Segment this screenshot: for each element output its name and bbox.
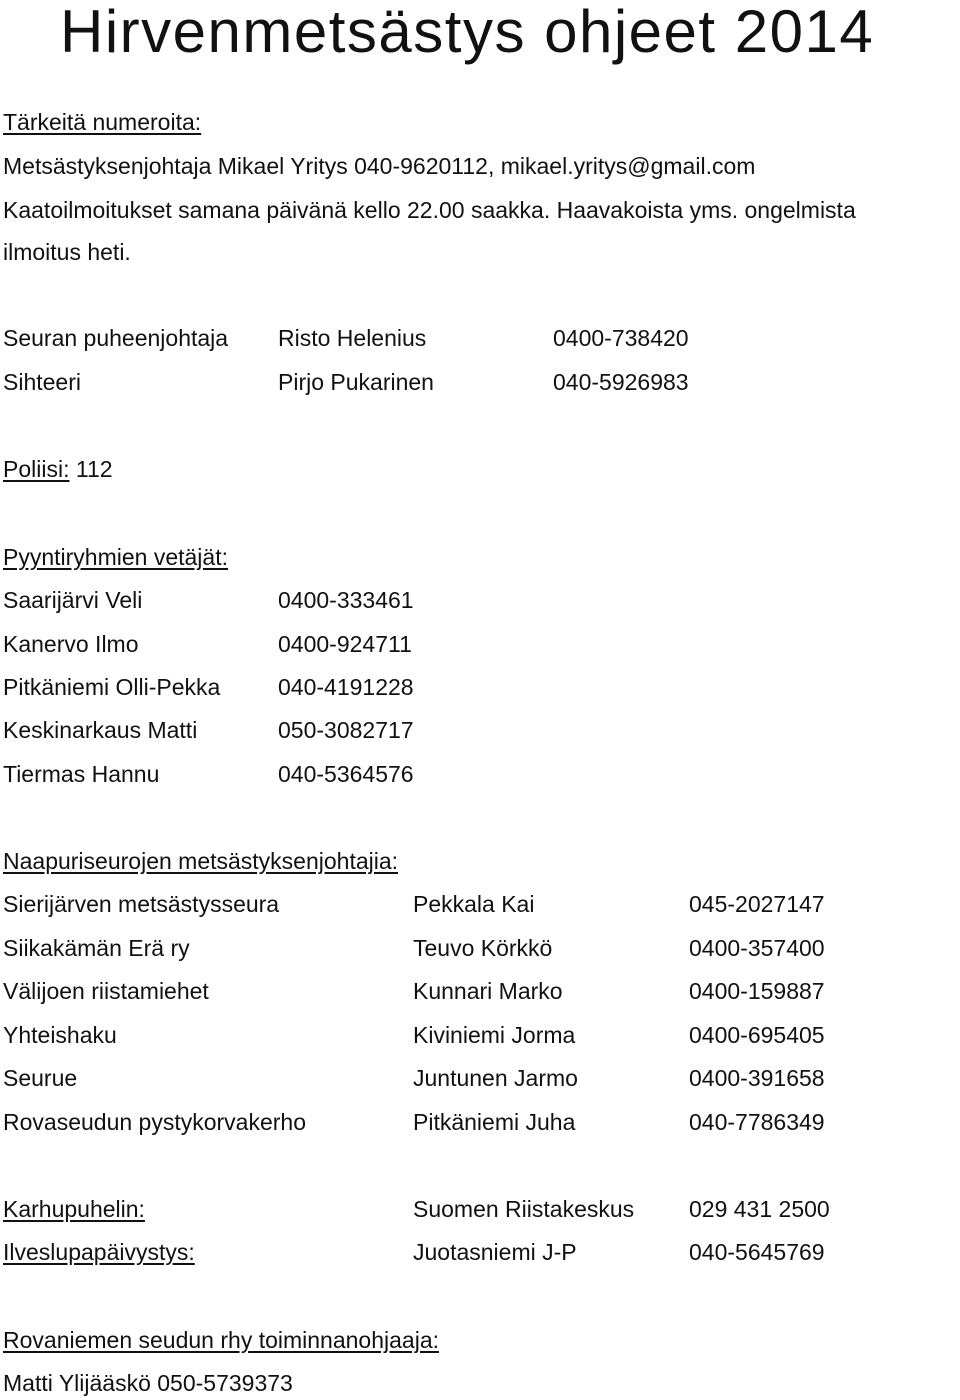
group-leader-row xyxy=(3,630,412,658)
bear-phone-number: 029 431 2500 xyxy=(689,1196,830,1222)
leader-name: Saarijärvi Veli xyxy=(3,587,143,613)
neighbor-leader: Pitkäniemi Juha xyxy=(413,1109,576,1135)
leader-name: Kanervo Ilmo xyxy=(3,631,139,657)
bear-phone-label: Karhupuhelin: xyxy=(3,1196,145,1222)
neighbor-phone: 045-2027147 xyxy=(689,891,825,917)
official-row xyxy=(3,324,689,352)
leader-name: Tiermas Hannu xyxy=(3,761,160,787)
group-leader-row xyxy=(3,760,414,788)
lynx-permit-name: Juotasniemi J-P xyxy=(413,1239,577,1265)
lynx-permit-label: Ilveslupapäivystys: xyxy=(3,1239,195,1265)
page-title: Hirvenmetsästys ohjeet 2014 xyxy=(60,0,875,65)
lynx-permit-phone: 040-5645769 xyxy=(689,1239,825,1265)
neighbor-club: Rovaseudun pystykorvakerho xyxy=(3,1109,306,1135)
neighbor-leader: Kiviniemi Jorma xyxy=(413,1022,576,1048)
neighbor-phone: 0400-391658 xyxy=(689,1065,825,1091)
official-role: Sihteeri xyxy=(3,369,81,395)
neighbor-club: Seurue xyxy=(3,1065,78,1091)
neighbor-row xyxy=(3,1064,825,1092)
group-leader-row xyxy=(3,673,414,701)
neighbor-row xyxy=(3,1108,825,1136)
neighbor-phone: 0400-159887 xyxy=(689,978,825,1004)
lynx-permit-row xyxy=(3,1238,825,1266)
official-name: Risto Helenius xyxy=(278,325,427,351)
official-row xyxy=(3,368,689,396)
police-number: 112 xyxy=(75,456,113,482)
group-leader-row xyxy=(3,716,414,744)
leader-phone: 040-4191228 xyxy=(278,674,414,700)
official-phone: 0400-738420 xyxy=(553,325,689,351)
police-label: Poliisi: xyxy=(3,456,70,482)
important-heading: Tärkeitä numeroita: xyxy=(3,109,202,135)
official-role: Seuran puheenjohtaja xyxy=(3,325,229,351)
important-line-3: ilmoitus heti. xyxy=(3,239,131,265)
important-line-1: Metsästyksenjohtaja Mikael Yritys 040-9620112, mikael.yritys@gmail.com xyxy=(3,153,756,179)
neighbor-row xyxy=(3,1021,825,1049)
neighbor-row xyxy=(3,890,825,918)
leader-name: Pitkäniemi Olli-Pekka xyxy=(3,674,221,700)
coordinator-line: Matti Ylijääskö 050-5739373 xyxy=(3,1370,293,1396)
neighbor-club: Siikakämän Erä ry xyxy=(3,935,190,961)
group-leaders-heading: Pyyntiryhmien vetäjät: xyxy=(3,544,228,570)
leader-name: Keskinarkaus Matti xyxy=(3,717,198,743)
neighbor-leader: Pekkala Kai xyxy=(413,891,535,917)
neighbor-row xyxy=(3,977,825,1005)
neighbor-phone: 040-7786349 xyxy=(689,1109,825,1135)
police-line xyxy=(3,455,113,483)
neighbor-leader: Juntunen Jarmo xyxy=(413,1065,578,1091)
neighbors-heading: Naapuriseurojen metsästyksenjohtajia: xyxy=(3,848,399,874)
leader-phone: 040-5364576 xyxy=(278,761,414,787)
neighbor-leader: Kunnari Marko xyxy=(413,978,563,1004)
bear-phone-row xyxy=(3,1195,830,1223)
important-line-2: Kaatoilmoitukset samana päivänä kello 22.00 saakka. Haavakoista yms. ongelmista xyxy=(3,197,856,223)
neighbor-leader: Teuvo Körkkö xyxy=(413,935,553,961)
leader-phone: 050-3082717 xyxy=(278,717,414,743)
neighbor-phone: 0400-695405 xyxy=(689,1022,825,1048)
neighbor-club: Yhteishaku xyxy=(3,1022,117,1048)
official-name: Pirjo Pukarinen xyxy=(278,369,434,395)
leader-phone: 0400-333461 xyxy=(278,587,414,613)
neighbor-row xyxy=(3,934,825,962)
group-leader-row xyxy=(3,586,414,614)
leader-phone: 0400-924711 xyxy=(278,631,412,657)
neighbor-club: Sierijärven metsästysseura xyxy=(3,891,280,917)
bear-phone-org: Suomen Riistakeskus xyxy=(413,1196,635,1222)
official-phone: 040-5926983 xyxy=(553,369,689,395)
coordinator-heading: Rovaniemen seudun rhy toiminnanohjaaja: xyxy=(3,1327,440,1353)
neighbor-club: Välijoen riistamiehet xyxy=(3,978,209,1004)
neighbor-phone: 0400-357400 xyxy=(689,935,825,961)
